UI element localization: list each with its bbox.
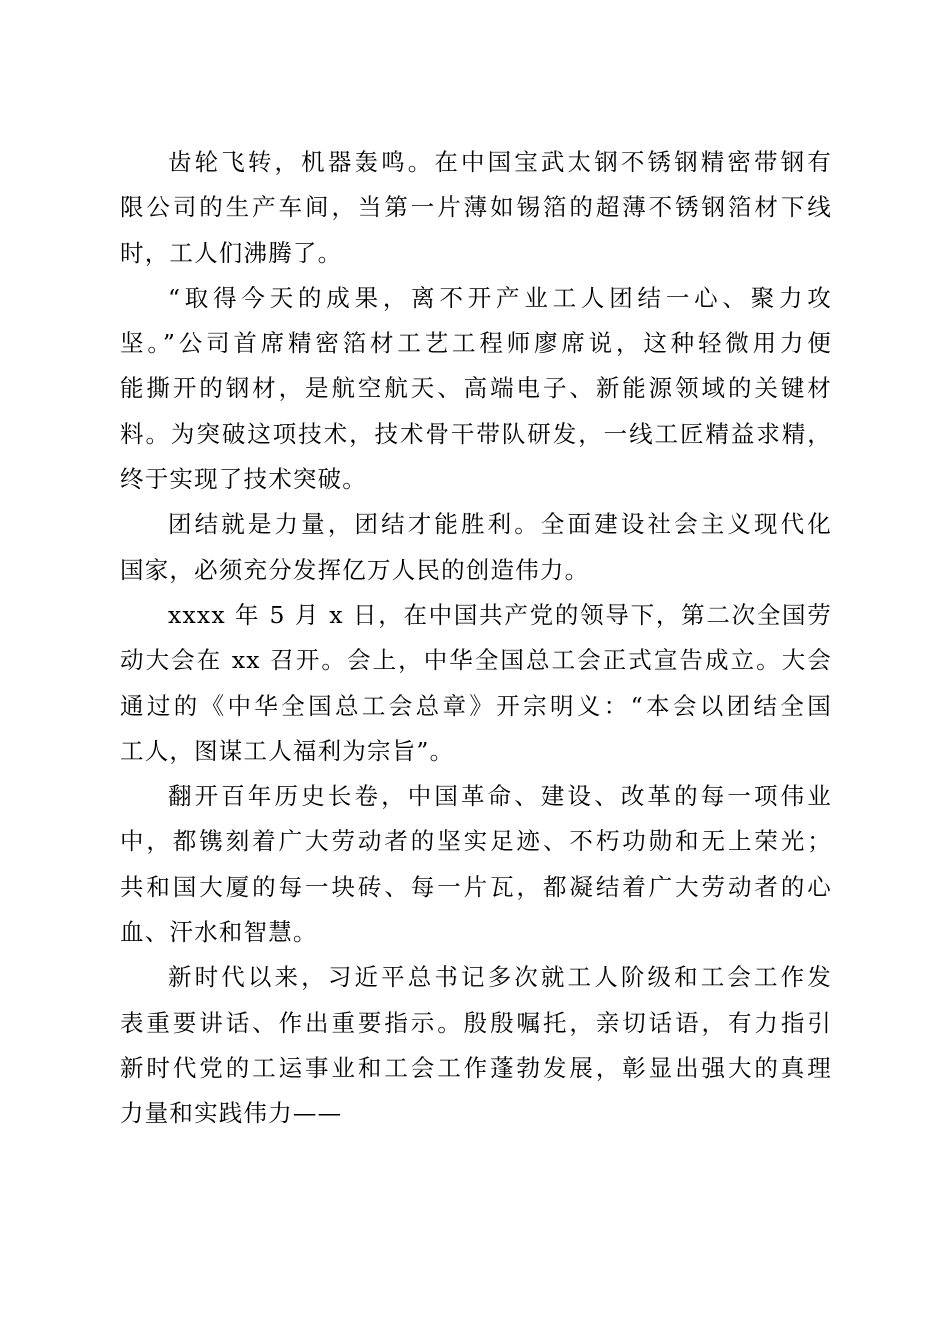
paragraph-line: 料。为突破这项技术，技术骨干带队研发，一线工匠精益求精，	[120, 419, 832, 448]
paragraph-line: 团结就是力量，团结才能胜利。全面建设社会主义现代化	[168, 510, 832, 539]
paragraph-line: 新时代党的工运事业和工会工作蓬勃发展，彰显出强大的真理	[120, 1053, 832, 1082]
paragraph-line: 翻开百年历史长卷，中国革命、建设、改革的每一项伟业	[168, 782, 832, 811]
paragraph-line: xxxx 年 5 月 x 日，在中国共产党的领导下，第二次全国劳	[168, 600, 832, 629]
paragraph-line: 时，工人们沸腾了。	[120, 238, 343, 267]
paragraph-4	[120, 593, 832, 774]
paragraph-line: 限公司的生产车间，当第一片薄如锡箔的超薄不锈钢箔材下线	[120, 193, 832, 222]
paragraph-line: 国家，必须充分发挥亿万人民的创造伟力。	[120, 555, 590, 584]
paragraph-line: 工人，图谋工人福利为宗旨”。	[120, 736, 455, 765]
paragraph-line: 动大会在 xx 召开。会上，中华全国总工会正式宣告成立。大会	[120, 646, 832, 675]
paragraph-1	[120, 140, 832, 276]
paragraph-line: 坚。”公司首席精密箔材工艺工程师廖席说，这种轻微用力便	[120, 329, 832, 358]
paragraph-line: 血、汗水和智慧。	[120, 918, 318, 947]
paragraph-line: 共和国大厦的每一块砖、每一片瓦，都凝结着广大劳动者的心	[120, 872, 832, 901]
paragraph-2	[120, 276, 832, 502]
paragraph-line: 终于实现了技术突破。	[120, 465, 367, 494]
paragraph-line: 齿轮飞转，机器轰鸣。在中国宝武太钢不锈钢精密带钢有	[168, 148, 832, 176]
paragraph-line: 能撕开的钢材，是航空航天、高端电子、新能源领域的关键材	[120, 374, 832, 403]
document-page	[120, 140, 832, 1137]
paragraph-line: “取得今天的成果，离不开产业工人团结一心、聚力攻	[168, 283, 832, 312]
paragraph-6	[120, 955, 832, 1136]
paragraph-line: 通过的《中华全国总工会总章》开宗明义：“本会以团结全国	[120, 691, 832, 720]
paragraph-line: 新时代以来，习近平总书记多次就工人阶级和工会工作发	[168, 963, 832, 992]
paragraph-5	[120, 774, 832, 955]
paragraph-line: 力量和实践伟力——	[120, 1099, 343, 1128]
paragraph-line: 表重要讲话、作出重要指示。殷殷嘱托，亲切话语，有力指引	[120, 1008, 832, 1037]
paragraph-3	[120, 502, 832, 593]
paragraph-line: 中，都镌刻着广大劳动者的坚实足迹、不朽功勋和无上荣光；	[120, 827, 832, 856]
